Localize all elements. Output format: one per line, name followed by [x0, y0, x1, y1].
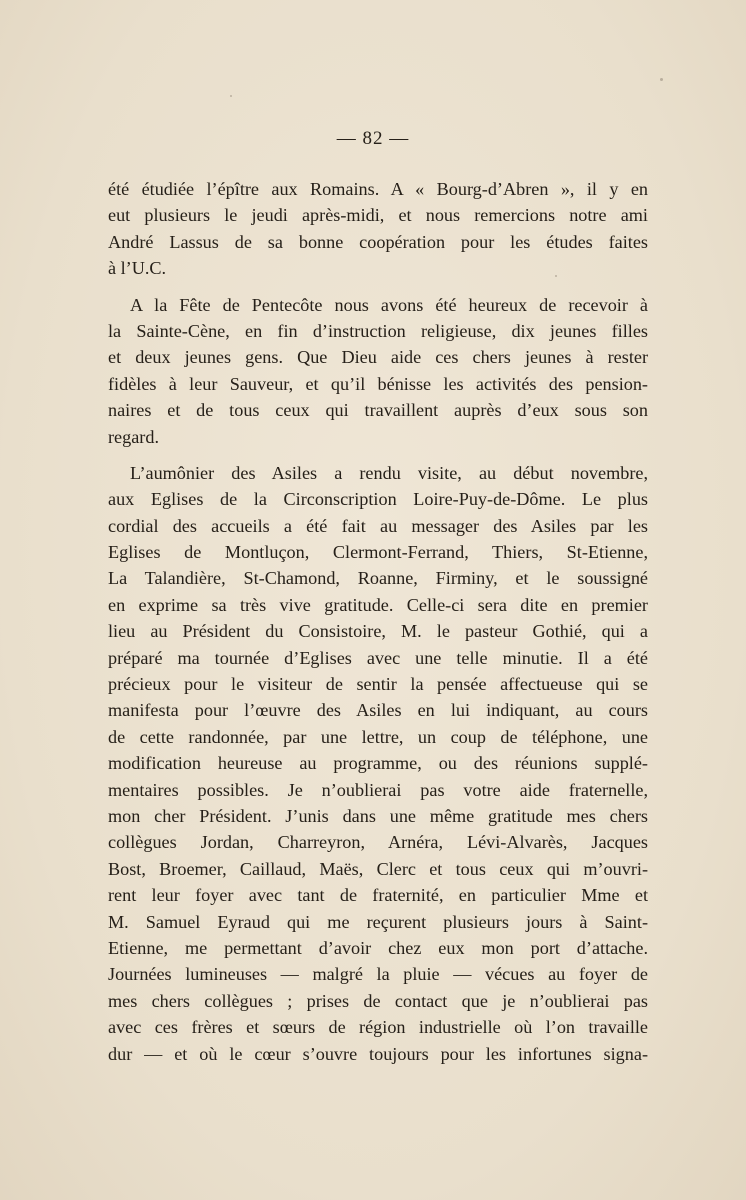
text-line: en exprime sa très vive gratitude. Celle-ci sera dite en premier [108, 594, 648, 615]
text-line: préparé ma tournée d’Eglises avec une telle minutie. Il a été [108, 647, 648, 668]
text-line: dur — et où le cœur s’ouvre toujours pour les infortunes signa- [108, 1043, 648, 1064]
text-line: aux Eglises de la Circonscription Loire-Puy-de-Dôme. Le plus [108, 489, 648, 510]
paper-speck [230, 95, 232, 97]
text-line: regard. [108, 426, 159, 447]
paragraph [108, 292, 648, 450]
text-line: naires et de tous ceux qui travaillent auprès d’eux sous son [108, 400, 648, 421]
text-line: fidèles à leur Sauveur, et qu’il bénisse les activités des pension- [108, 373, 648, 394]
text-line: eut plusieurs le jeudi après-midi, et nous remercions notre ami [108, 205, 648, 226]
text-line: mentaires possibles. Je n’oublierai pas votre aide fraternelle, [108, 779, 648, 800]
text-line: cordial des accueils a été fait au messager des Asiles par les [108, 515, 648, 536]
text-line: Journées lumineuses — malgré la pluie — vécues au foyer de [108, 964, 648, 985]
text-line: lieu au Président du Consistoire, M. le pasteur Gothié, qui a [108, 621, 648, 642]
text-line: modification heureuse au programme, ou des réunions supplé- [108, 753, 648, 774]
text-line: Etienne, me permettant d’avoir chez eux mon port d’attache. [108, 937, 648, 958]
text-line: collègues Jordan, Charreyron, Arnéra, Lévi-Alvarès, Jacques [108, 832, 648, 853]
text-line: été étudiée l’épître aux Romains. A « Bourg-d’Abren », il y en [108, 179, 648, 199]
text-line: L’aumônier des Asiles a rendu visite, au début novembre, [130, 462, 648, 483]
text-line: Bost, Broemer, Caillaud, Maës, Clerc et tous ceux qui m’ouvri- [108, 858, 648, 879]
text-line: M. Samuel Eyraud qui me reçurent plusieurs jours à Saint- [108, 911, 648, 932]
text-line: de cette randonnée, par une lettre, un coup de téléphone, une [108, 726, 648, 747]
body-text [108, 176, 648, 1067]
text-line: mon cher Président. J’unis dans une même gratitude mes chers [108, 805, 648, 826]
text-line: précieux pour le visiteur de sentir la pensée affectueuse qui se [108, 674, 648, 695]
text-line: A la Fête de Pentecôte nous avons été heureux de recevoir à [130, 294, 648, 315]
text-line: rent leur foyer avec tant de fraternité, en particulier Mme et [108, 885, 648, 906]
text-line: André Lassus de sa bonne coopération pour les études faites [108, 231, 648, 252]
text-line: à l’U.C. [108, 258, 167, 279]
paper-speck [660, 78, 663, 81]
text-line: mes chers collègues ; prises de contact que je n’oublierai pas [108, 990, 648, 1011]
text-line: manifesta pour l’œuvre des Asiles en lui indiquant, au cours [108, 700, 648, 721]
paragraph-gap [108, 282, 648, 292]
text-line: Eglises de Montluçon, Clermont-Ferrand, Thiers, St-Etienne, [108, 542, 648, 563]
paragraph-gap [108, 450, 648, 460]
text-line: la Sainte-Cène, en fin d’instruction religieuse, dix jeunes filles [108, 320, 648, 341]
text-line: et deux jeunes gens. Que Dieu aide ces chers jeunes à rester [108, 347, 648, 368]
paragraph [108, 460, 648, 1067]
page-number: — 82 — [336, 128, 410, 149]
paragraph [108, 176, 648, 282]
text-line: avec ces frères et sœurs de région industrielle où l’on travaille [108, 1017, 648, 1038]
text-line: La Talandière, St-Chamond, Roanne, Firminy, et le soussigné [108, 568, 648, 589]
